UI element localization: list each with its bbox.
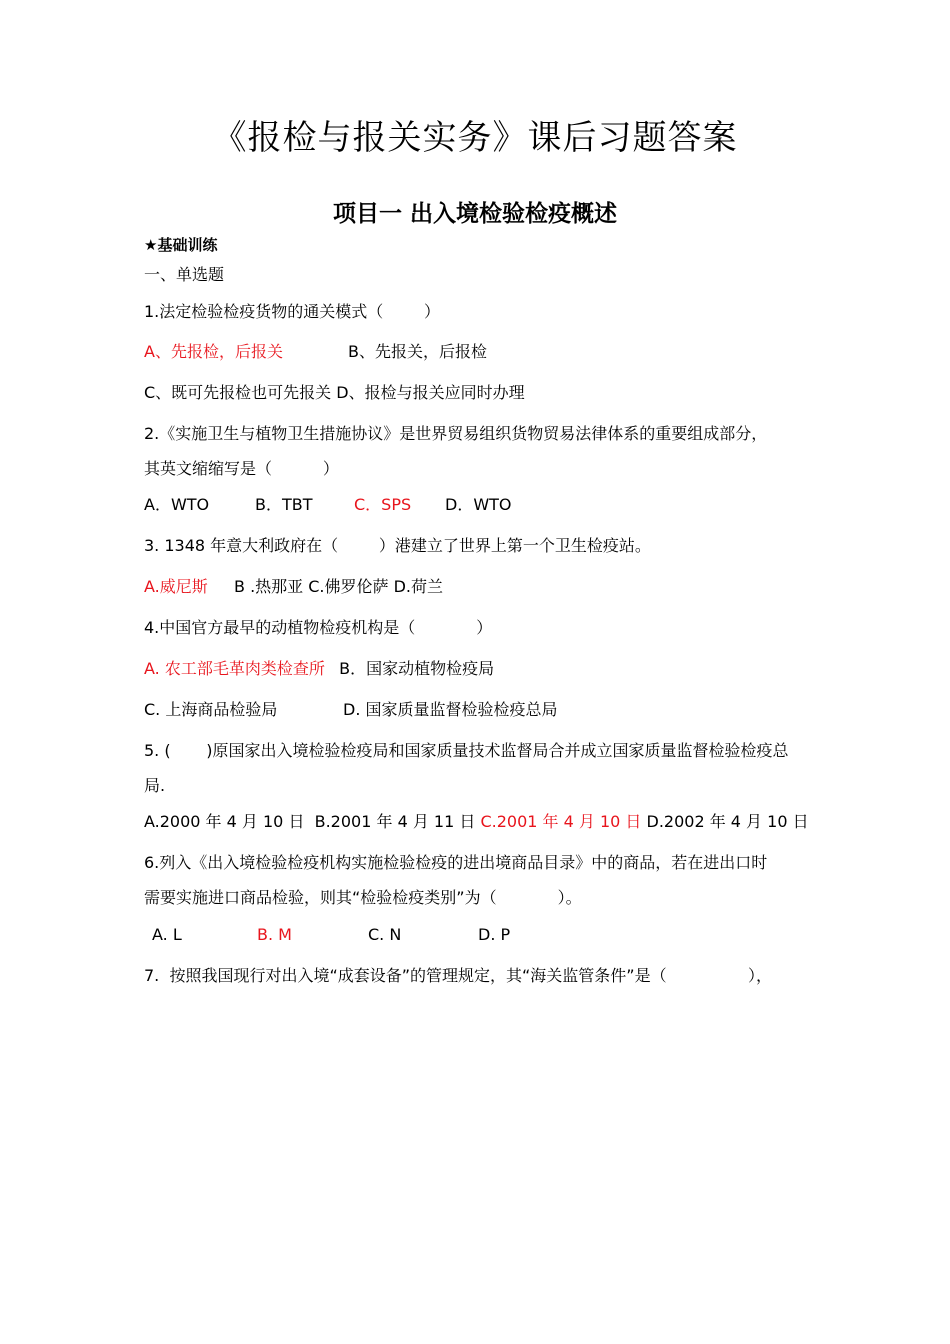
question-3-stem: 3. 1348 年意大利政府在（ ）港建立了世界上第一个卫生检疫站。: [144, 536, 651, 555]
question-2-option-b: B．TBT: [255, 495, 313, 514]
question-6-stem-line2: 需要实施进口商品检验，则其“检验检疫类别”为（ ）。: [144, 888, 582, 907]
question-4-option-d: D. 国家质量监督检验检疫总局: [343, 700, 558, 719]
question-5-options: [144, 810, 809, 834]
question-7-stem: 7. 按照我国现行对出入境“成套设备”的管理规定，其“海关监管条件”是（ ），: [144, 966, 772, 985]
document-title: 《报检与报关实务》课后习题答案: [212, 118, 738, 158]
question-6-stem-line1: 6.列入《出入境检验检疫机构实施检验检疫的进出境商品目录》中的商品，若在进出口时: [144, 853, 768, 872]
question-4-option-a-answer: A. 农工部毛革肉类检查所: [144, 659, 325, 678]
question-2-stem-line1: 2.《实施卫生与植物卫生措施协议》是世界贸易组织货物贸易法律体系的重要组成部分，: [144, 424, 768, 443]
section-title: 项目一 出入境检验检疫概述: [332, 201, 617, 227]
question-4-options-ab: [144, 657, 844, 681]
question-6-option-b-answer: B. M: [257, 925, 292, 944]
part-heading: 一、单选题: [144, 265, 225, 284]
question-1-stem: 1.法定检验检疫货物的通关模式（ ）: [144, 302, 440, 321]
question-6-option-d: D. P: [478, 925, 511, 944]
question-5-option-d: D.2002 年 4 月 10 日: [641, 812, 809, 831]
question-3-option-a-answer: A.威尼斯: [144, 577, 208, 596]
question-5-option-c-answer: C.2001 年 4 月 10 日: [480, 812, 642, 831]
question-6-option-c: C. N: [368, 925, 402, 944]
question-2-stem-line2: 其英文缩缩写是（ ）: [144, 459, 339, 478]
question-1-options-cd: C、既可先报检也可先报关 D、报检与报关应同时办理: [144, 383, 525, 402]
question-3-options: [144, 575, 844, 599]
question-2-option-d: D．WTO: [445, 495, 512, 514]
question-4-stem: 4.中国官方最早的动植物检疫机构是（ ）: [144, 618, 493, 637]
question-4-options-cd: [144, 698, 844, 722]
question-3-options-bcd: B .热那亚 C.佛罗伦萨 D.荷兰: [234, 577, 443, 596]
question-6-option-a: A. L: [152, 925, 182, 944]
question-5-stem-line1: 5. ( )原国家出入境检验检疫局和国家质量技术监督局合并成立国家质量监督检验检疫总: [144, 741, 789, 760]
question-2-option-c-answer: C．SPS: [354, 495, 412, 514]
question-1-option-b: B、先报关，后报检: [348, 342, 487, 361]
question-1-options-ab: [144, 340, 844, 364]
question-5-options-ab: A.2000 年 4 月 10 日 B.2001 年 4 月 11 日: [144, 812, 481, 831]
question-4-option-c: C. 上海商品检验局: [144, 700, 278, 719]
question-1-option-a-answer: A、先报检，后报关: [144, 342, 283, 361]
training-heading: ★基础训练: [144, 236, 218, 254]
question-2-option-a: A．WTO: [144, 495, 210, 514]
question-5-stem-line2: 局.: [144, 776, 166, 795]
question-2-options: [144, 493, 844, 517]
question-6-options: [144, 923, 844, 947]
question-4-option-b: B．国家动植物检疫局: [334, 659, 495, 678]
